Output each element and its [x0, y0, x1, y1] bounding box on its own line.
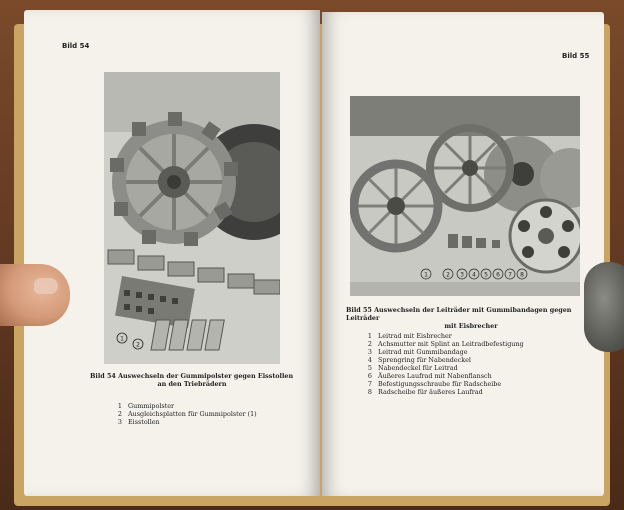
- legend-item-number: 5: [367, 364, 372, 372]
- legend-item-text: Leitrad mit Eisbrecher: [378, 332, 452, 340]
- legend-item: [362, 388, 592, 396]
- left-legend-list: [112, 402, 302, 426]
- legend-item-text: Eisstollen: [128, 418, 160, 426]
- left-caption-line2: an den Triebrädern: [157, 380, 227, 388]
- legend-item-number: 3: [117, 418, 122, 426]
- legend-item: [362, 356, 592, 364]
- right-photo-callout-6: 6: [496, 271, 500, 279]
- thumbnail: [34, 278, 58, 294]
- right-photo-callout-3: 3: [460, 271, 464, 279]
- left-caption-line1: Bild 54 Auswechseln der Gummipolster gegen Eisstollen: [90, 372, 294, 380]
- legend-item-number: 8: [367, 388, 372, 396]
- legend-item: [112, 402, 302, 410]
- left-photo-callout-1: 1: [120, 335, 124, 343]
- right-page: [322, 12, 604, 496]
- page-weight-object: [584, 262, 624, 352]
- legend-item: [362, 332, 592, 340]
- right-caption-line2: mit Eisbrecher: [444, 322, 498, 330]
- left-photo-ice-cleats: [104, 72, 280, 364]
- right-photo-callout-1: 1: [424, 271, 428, 279]
- legend-item-text: Ausgleichsplatten für Gummipolster (1): [128, 410, 257, 418]
- legend-item-number: 3: [367, 348, 372, 356]
- left-photo-drawing: [104, 72, 280, 364]
- legend-item-text: Äußeres Laufrad mit Nabenflansch: [378, 372, 492, 380]
- legend-item-number: 1: [367, 332, 372, 340]
- legend-item-text: Achsmutter mit Splint an Leitradbefestigung: [378, 340, 524, 348]
- right-photo-callout-7: 7: [508, 271, 512, 279]
- legend-item: [112, 410, 302, 418]
- legend-item-text: Radscheibe für äußeres Laufrad: [378, 388, 483, 396]
- legend-item: [112, 418, 302, 426]
- legend-item-text: Gummipolster: [128, 402, 175, 410]
- left-caption: [90, 372, 294, 388]
- legend-item-number: 2: [367, 340, 372, 348]
- legend-item-number: 6: [367, 372, 372, 380]
- legend-item: [362, 348, 592, 356]
- legend-item-number: 4: [367, 356, 372, 364]
- legend-item-number: 7: [367, 380, 372, 388]
- left-photo-callout-2: 2: [136, 341, 140, 349]
- legend-item-text: Nabendeckel für Leitrad: [378, 364, 458, 372]
- legend-item-text: Befestigungsschraube für Radscheibe: [378, 380, 502, 388]
- right-caption-line1: Bild 55 Auswechseln der Leiträder mit Gummibandagen gegen Leiträder: [346, 306, 572, 322]
- right-photo-idler-wheels: [350, 96, 580, 296]
- legend-item-text: Leitrad mit Gummibandage: [378, 348, 468, 356]
- right-caption: [346, 306, 596, 330]
- right-legend-list: [362, 332, 592, 396]
- right-photo-callout-8: 8: [520, 271, 524, 279]
- left-page: [24, 10, 320, 496]
- legend-item-text: Sprengring für Nabendeckel: [378, 356, 471, 364]
- right-page-number: Bild 55: [562, 52, 590, 60]
- legend-item-number: 1: [117, 402, 122, 410]
- right-photo-callout-2: 2: [446, 271, 450, 279]
- hand-thumb: [0, 264, 70, 326]
- right-photo-callout-5: 5: [484, 271, 488, 279]
- left-page-number: Bild 54: [62, 42, 90, 50]
- legend-item: [362, 340, 592, 348]
- legend-item: [362, 372, 592, 380]
- legend-item: [362, 380, 592, 388]
- legend-item: [362, 364, 592, 372]
- right-photo-callout-4: 4: [472, 271, 476, 279]
- right-photo-drawing: [350, 96, 580, 296]
- legend-item-number: 2: [117, 410, 122, 418]
